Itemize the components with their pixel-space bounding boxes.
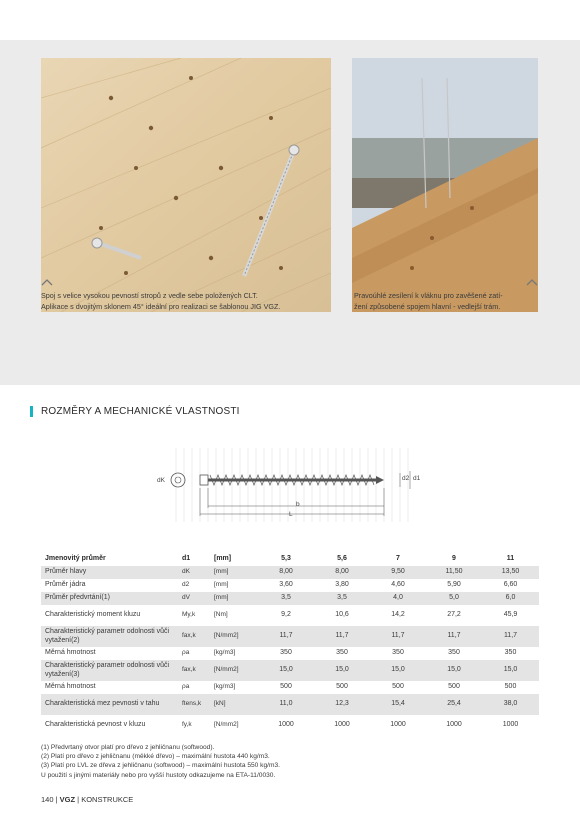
footer-brand: VGZ [59, 795, 76, 804]
row-symbol: ρa [182, 683, 190, 691]
row-value: 13,50 [482, 566, 539, 579]
row-value: 38,0 [482, 694, 539, 715]
page-number: 140 [41, 795, 54, 804]
row-value: 11,7 [426, 626, 482, 647]
footer-section: KONSTRUKCE [81, 795, 134, 804]
left-photo-caption [41, 291, 341, 312]
row-value: 15,0 [314, 660, 370, 681]
row-label: Charakteristický moment kluzu [45, 611, 141, 619]
row-value: 11,7 [482, 626, 539, 647]
header-size: 7 [396, 555, 400, 562]
row-value: 3,5 [258, 592, 314, 605]
footnote: U použití s jinými materiály nebo pro vyšší hustoty odkazujeme na ETA-11/0030. [41, 771, 276, 779]
table-row [41, 681, 539, 694]
row-symbol: fy,k [182, 721, 192, 729]
caption-line: Pravoúhlé zesílení k vláknu pro zavěšené zatí- [354, 291, 503, 300]
row-label: Průměr hlavy [41, 566, 178, 579]
row-value: 11,50 [426, 566, 482, 579]
table-row [41, 660, 539, 681]
row-value: 3,80 [335, 581, 349, 589]
header-symbol: d1 [182, 555, 191, 562]
row-value: 3,5 [314, 592, 370, 605]
row-value: 15,0 [258, 660, 314, 681]
row-value: 27,2 [447, 611, 461, 619]
footnotes [41, 743, 280, 780]
row-unit: [mm] [210, 592, 258, 605]
row-value: 15,4 [370, 694, 426, 715]
caption-line: Aplikace s dvojitým sklonem 45° ideální pro realizaci se šablonou JIG VGZ. [41, 301, 281, 311]
dk-label: dK [157, 477, 165, 484]
table-row [41, 579, 539, 592]
row-value: 500 [280, 683, 292, 691]
footnote: (1) Předvrtaný otvor platí pro dřevo z jehličnanu (softwood). [41, 744, 215, 751]
table-row [41, 647, 539, 660]
row-value: 500 [336, 683, 348, 691]
row-value: 500 [448, 683, 460, 691]
row-value: 3,60 [279, 581, 293, 589]
row-value: 15,0 [370, 660, 426, 681]
row-value: 1000 [502, 721, 519, 729]
table-header-row [41, 551, 539, 566]
row-unit: [mm] [214, 581, 229, 589]
row-unit: [kg/m3] [214, 683, 236, 691]
row-label: Průměr jádra [45, 581, 86, 589]
row-value: 9,2 [281, 611, 291, 619]
table-row [41, 694, 539, 715]
row-value: 11,7 [258, 626, 314, 647]
row-value: 350 [336, 649, 348, 657]
row-value: 14,2 [391, 611, 405, 619]
row-unit: [N/mm2] [210, 626, 258, 647]
row-value: 350 [504, 649, 517, 657]
section-title: ROZMĚRY A MECHANICKÉ VLASTNOSTI [41, 406, 240, 417]
row-symbol: fax,k [178, 660, 210, 681]
row-value: 1000 [278, 721, 294, 729]
row-label: Měrná hmotnost [45, 683, 96, 691]
table-row [41, 566, 539, 579]
row-value: 350 [448, 649, 460, 657]
row-label: Charakteristický parametr odolnosti vůči vytažení(3) [41, 660, 178, 681]
row-symbol: ρa [182, 649, 190, 657]
row-symbol: dK [178, 566, 210, 579]
photo-band [0, 40, 580, 385]
section-accent-bar [30, 406, 33, 417]
row-value: 5,90 [447, 581, 461, 589]
row-value: 8,00 [314, 566, 370, 579]
row-value: 8,00 [258, 566, 314, 579]
header-size: 11 [506, 555, 515, 562]
chevron-up-icon [526, 278, 538, 286]
row-value: 25,4 [426, 694, 482, 715]
row-unit: [N/mm2] [210, 660, 258, 681]
table-row [41, 715, 539, 736]
caption-line: žení způsobené spojem hlavní - vedlejší trám. [354, 301, 501, 311]
dimensions-table [41, 551, 539, 736]
row-value: 4,60 [391, 581, 405, 589]
page-footer: 140 | VGZ | KONSTRUKCE [41, 795, 134, 804]
footnote: (2) Platí pro dřevo z jehličnanu (měkké dřevo) – maximální hustota 440 kg/m3. [41, 753, 270, 761]
row-unit: [N/mm2] [214, 721, 239, 729]
row-value: 9,50 [370, 566, 426, 579]
row-value: 11,7 [370, 626, 426, 647]
row-unit: [kN] [210, 694, 258, 715]
header-size: 5,6 [337, 555, 347, 562]
row-symbol: My,k [182, 611, 196, 619]
row-label: Charakteristický parametr odolnosti vůči vytažení(2) [41, 626, 178, 647]
table-row [41, 626, 539, 647]
row-label: Charakteristická pevnost v kluzu [45, 721, 146, 729]
row-label: Charakteristická mez pevnosti v tahu [41, 694, 178, 715]
d2-label: d2 [402, 475, 410, 482]
row-value: 1000 [446, 721, 462, 729]
beam-reinforcement-photo [352, 58, 538, 312]
row-unit: [Nm] [214, 611, 228, 619]
table-row [41, 592, 539, 605]
row-value: 1000 [390, 721, 406, 729]
row-value: 5,0 [426, 592, 482, 605]
row-value: 11,0 [258, 694, 314, 715]
row-unit: [kg/m3] [214, 649, 236, 657]
row-value: 15,0 [426, 660, 482, 681]
row-label: Průměr předvrtání(1) [41, 592, 178, 605]
d1-label: d1 [413, 475, 421, 482]
row-value: 350 [280, 649, 292, 657]
row-value: 45,9 [503, 611, 518, 619]
caption-line: Spoj s velice vysokou pevností stropů z vedle sebe položených CLT. [41, 291, 258, 300]
row-value: 350 [392, 649, 404, 657]
b-label: b [296, 501, 300, 508]
footnote: (3) Platí pro LVL ze dřeva z jehličnanu (softwood) – maximální hustota 550 kg/m3. [41, 762, 280, 770]
section-heading [30, 406, 240, 417]
table-row [41, 605, 539, 626]
row-symbol: fax,k [178, 626, 210, 647]
chevron-up-icon [41, 278, 53, 286]
row-value: 4,0 [370, 592, 426, 605]
row-value: 11,7 [314, 626, 370, 647]
header-size: 5,3 [281, 555, 291, 562]
row-value: 6,60 [503, 581, 518, 589]
row-value: 6,0 [482, 592, 539, 605]
header-label: Jmenovitý průměr [45, 555, 106, 562]
row-value: 15,0 [482, 660, 539, 681]
l-label: L [289, 511, 293, 518]
screw-dimension-diagram [150, 448, 440, 522]
row-value: 1000 [334, 721, 350, 729]
right-photo-caption [354, 291, 542, 312]
row-symbol: ftens,k [178, 694, 210, 715]
header-size: 9 [452, 555, 456, 562]
row-symbol: dV [178, 592, 210, 605]
row-unit: [mm] [210, 566, 258, 579]
row-value: 12,3 [314, 694, 370, 715]
row-value: 500 [392, 683, 404, 691]
row-value: 500 [504, 683, 517, 691]
row-value: 10,6 [335, 611, 349, 619]
row-symbol: d2 [182, 581, 190, 589]
clt-floor-photo [41, 58, 331, 312]
row-label: Měrná hmotnost [45, 649, 96, 657]
header-unit: [mm] [214, 555, 232, 562]
